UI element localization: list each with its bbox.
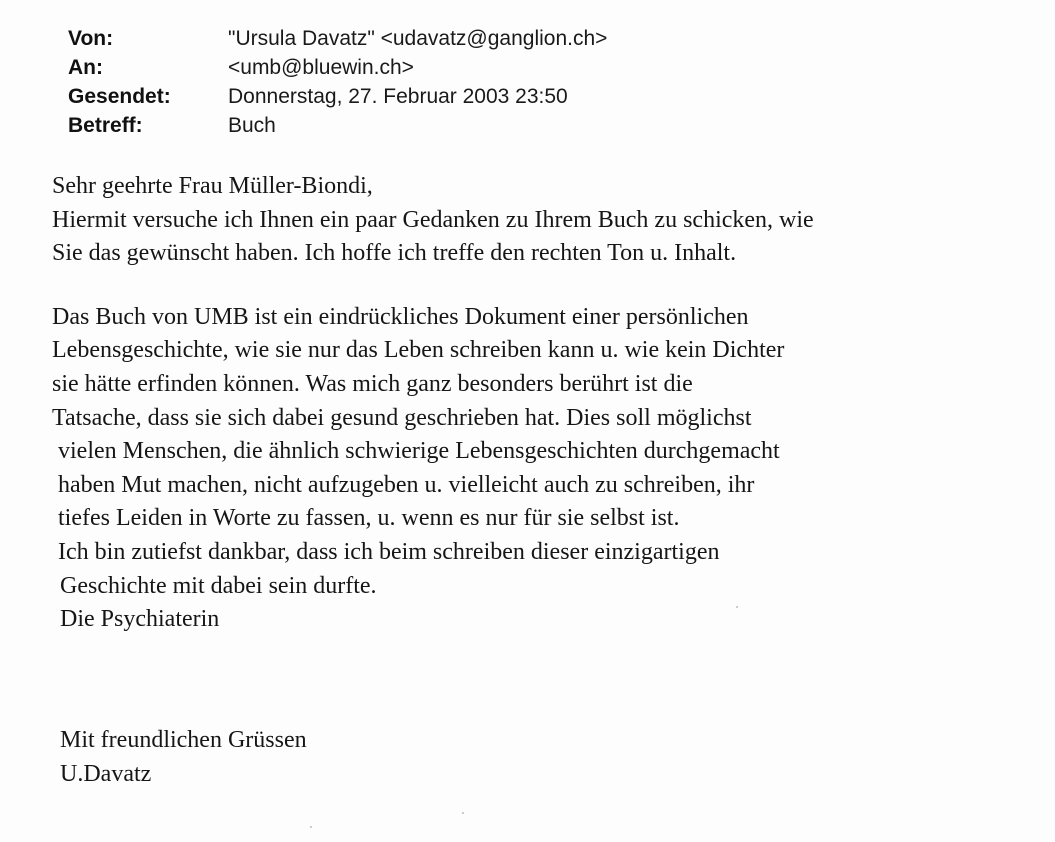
sent-row xyxy=(68,82,607,111)
email-closing xyxy=(60,724,307,791)
email-body xyxy=(52,170,814,637)
to-value: <umb@bluewin.ch> xyxy=(228,56,414,79)
to-row xyxy=(68,53,607,82)
closing-line: Mit freundlichen Grüssen xyxy=(60,727,307,753)
body-line: Die Psychiaterin xyxy=(60,606,220,633)
body-line: Ich bin zutiefst dankbar, dass ich beim schreiben dieser einzigartigen xyxy=(58,538,720,565)
subject-row xyxy=(68,111,607,140)
body-line: Das Buch von UMB ist ein eindrückliches Dokument einer persönlichen xyxy=(52,303,749,330)
greeting: Sehr geehrte Frau Müller-Biondi, xyxy=(52,173,373,199)
to-label: An: xyxy=(68,56,103,79)
intro-line: Sie das gewünscht haben. Ich hoffe ich treffe den rechten Ton u. Inhalt. xyxy=(52,240,737,267)
subject-label: Betreff: xyxy=(68,114,143,137)
body-line: Tatsache, dass sie sich dabei gesund geschrieben hat. Dies soll möglichst xyxy=(52,404,752,431)
body-line: Geschichte mit dabei sein durfte. xyxy=(60,572,377,599)
email-header xyxy=(68,24,607,140)
from-row xyxy=(68,24,607,53)
scan-speck xyxy=(462,812,464,814)
scan-speck xyxy=(736,606,738,608)
body-line: Lebensgeschichte, wie sie nur das Leben schreiben kann u. wie kein Dichter xyxy=(52,337,785,364)
paragraph-gap xyxy=(52,271,814,301)
signature: U.Davatz xyxy=(60,760,152,787)
scan-speck xyxy=(310,826,312,828)
sent-label: Gesendet: xyxy=(68,85,171,108)
body-line: haben Mut machen, nicht aufzugeben u. vielleicht auch zu schreiben, ihr xyxy=(58,471,755,498)
intro-line: Hiermit versuche ich Ihnen ein paar Gedanken zu Ihrem Buch zu schicken, wie xyxy=(52,206,814,233)
body-line: tiefes Leiden in Worte zu fassen, u. wenn es nur für sie selbst ist. xyxy=(58,505,680,532)
from-value: "Ursula Davatz" <udavatz@ganglion.ch> xyxy=(228,27,608,50)
body-line: sie hätte erfinden können. Was mich ganz besonders berührt ist die xyxy=(52,370,693,397)
subject-value: Buch xyxy=(228,114,276,137)
from-label: Von: xyxy=(68,27,114,50)
body-line: vielen Menschen, die ähnlich schwierige Lebensgeschichten durchgemacht xyxy=(58,438,780,465)
sent-value: Donnerstag, 27. Februar 2003 23:50 xyxy=(228,85,568,108)
